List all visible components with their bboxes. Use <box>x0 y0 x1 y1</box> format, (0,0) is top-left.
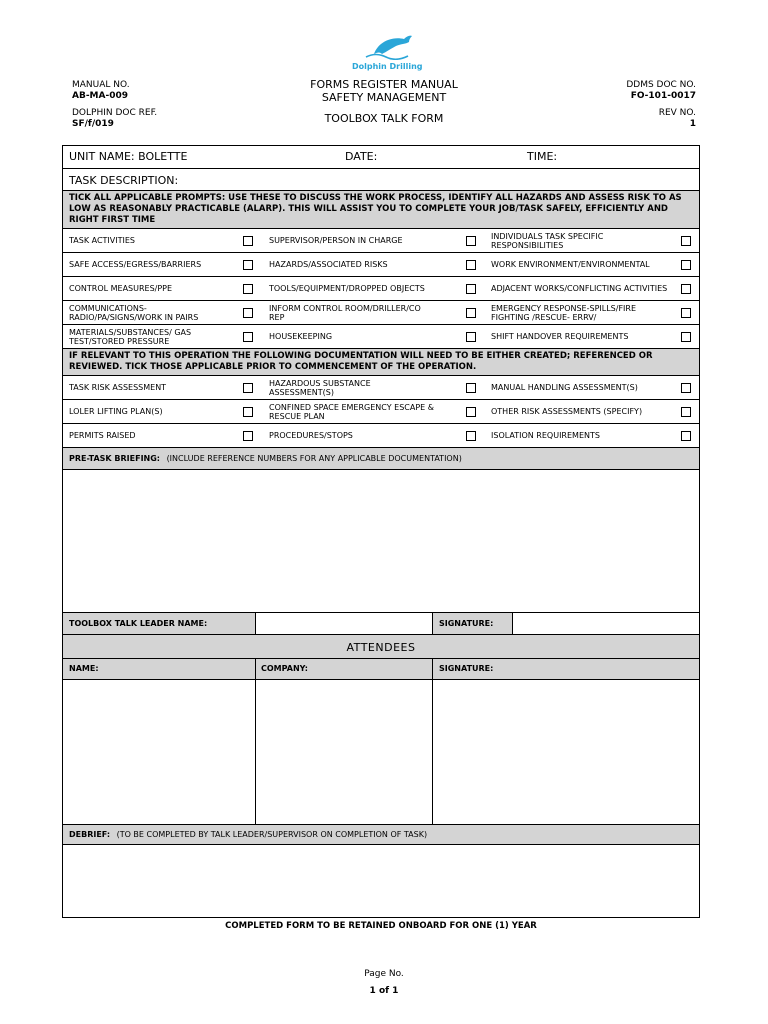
doc-checkbox[interactable] <box>681 431 691 441</box>
debrief-label: DEBRIEF: <box>69 830 111 839</box>
doc-label: LOLER LIFTING PLAN(S) <box>69 407 163 417</box>
attendees-entry-area <box>63 680 699 825</box>
doc-label: CONFINED SPACE EMERGENCY ESCAPE & RESCUE PLAN <box>269 402 435 421</box>
prompt-label: CONTROL MEASURES/PPE <box>69 284 173 294</box>
col-name: NAME: <box>69 664 99 673</box>
leader-name-label: TOOLBOX TALK LEADER NAME: <box>63 613 255 634</box>
attendees-columns <box>63 659 699 680</box>
prompt-label: MATERIALS/SUBSTANCES/ GAS TEST/STORED PRESSURE <box>69 327 192 346</box>
prompt-checkbox[interactable] <box>243 260 253 270</box>
company-logo <box>352 30 422 70</box>
manual-no-value: AB-MA-009 <box>72 91 129 101</box>
docs-banner: IF RELEVANT TO THIS OPERATION THE FOLLOWING DOCUMENTATION WILL NEED TO BE EITHER CREATED; REFERENCED OR REVIEWED. TICK THOSE APPLICABLE PRIOR TO COMMENCEMENT OF THE OPERATION. <box>63 349 699 376</box>
doc-checkbox[interactable] <box>243 407 253 417</box>
prompt-checkbox[interactable] <box>466 260 476 270</box>
doc-checkbox[interactable] <box>681 407 691 417</box>
unit-date-time-row <box>63 146 699 169</box>
prompt-checkbox[interactable] <box>681 236 691 246</box>
doc-label: PROCEDURES/STOPS <box>269 431 353 441</box>
doc-label: HAZARDOUS SUBSTANCE ASSESSMENT(S) <box>269 378 371 397</box>
doc-checkbox[interactable] <box>466 431 476 441</box>
prompt-label: COMMUNICATIONS-RADIO/PA/SIGNS/WORK IN PAIRS <box>69 303 199 322</box>
prompt-checkbox[interactable] <box>243 332 253 342</box>
attendees-title: ATTENDEES <box>346 641 416 654</box>
doc-row <box>63 424 699 448</box>
doc-label: TASK RISK ASSESSMENT <box>69 383 167 393</box>
manual-subtitle: SAFETY MANAGEMENT <box>321 91 447 104</box>
prompt-label: SHIFT HANDOVER REQUIREMENTS <box>491 332 629 342</box>
manual-title: FORMS REGISTER MANUAL <box>310 78 458 91</box>
debrief-note: (TO BE COMPLETED BY TALK LEADER/SUPERVISOR ON COMPLETION OF TASK) <box>116 830 428 839</box>
prompt-checkbox[interactable] <box>243 284 253 294</box>
doc-label: ISOLATION REQUIREMENTS <box>491 431 600 441</box>
leader-signature-label: SIGNATURE: <box>433 613 512 634</box>
task-description-row <box>63 169 699 191</box>
doc-checkbox[interactable] <box>243 431 253 441</box>
col-company: COMPANY: <box>261 664 308 673</box>
prompt-row <box>63 253 699 277</box>
leader-row <box>63 613 699 635</box>
rev-label: REV NO. <box>658 108 696 118</box>
doc-label: MANUAL HANDLING ASSESSMENT(S) <box>491 383 638 393</box>
ddms-label: DDMS DOC NO. <box>626 80 696 90</box>
attendees-header <box>63 635 699 659</box>
prompt-label: TOOLS/EQUIPMENT/DROPPED OBJECTS <box>269 284 425 294</box>
page-number-value: 1 of 1 <box>369 986 399 996</box>
retention-note: COMPLETED FORM TO BE RETAINED ONBOARD FOR ONE (1) YEAR <box>225 921 537 931</box>
prompt-checkbox[interactable] <box>681 284 691 294</box>
doc-checkbox[interactable] <box>681 383 691 393</box>
rev-value: 1 <box>689 119 696 129</box>
date-field[interactable]: DATE: <box>345 150 378 163</box>
prompt-label: WORK ENVIRONMENT/ENVIRONMENTAL <box>491 260 650 270</box>
prompt-checkbox[interactable] <box>466 332 476 342</box>
debrief-area[interactable] <box>63 845 699 917</box>
prompt-checkbox[interactable] <box>243 308 253 318</box>
prompt-label: HAZARDS/ASSOCIATED RISKS <box>269 260 388 270</box>
prompt-label: HOUSEKEEPING <box>269 332 333 342</box>
prompt-row <box>63 301 699 325</box>
doc-checkbox[interactable] <box>243 383 253 393</box>
dolphin-ref-label: DOLPHIN DOC REF. <box>72 108 158 118</box>
manual-no-label: MANUAL NO. <box>72 80 130 90</box>
prompts-banner: TICK ALL APPLICABLE PROMPTS: USE THESE TO DISCUSS THE WORK PROCESS, IDENTIFY ALL HAZARDS AND ASSESS RISK TO AS LOW AS REASONABLY PRACTICABLE (ALARP). THIS WILL ASSIST YOU TO COMPLETE YOUR JOB/TASK SAFELY, EFFICIENTLY AND RIGHT FIRST TIME <box>63 191 699 229</box>
prompt-checkbox[interactable] <box>681 308 691 318</box>
pretask-note: (INCLUDE REFERENCE NUMBERS FOR ANY APPLICABLE DOCUMENTATION) <box>166 454 462 463</box>
prompt-label: INFORM CONTROL ROOM/DRILLER/CO REP <box>269 303 421 322</box>
page-number-label: Page No. <box>364 969 404 979</box>
prompt-checkbox[interactable] <box>466 236 476 246</box>
doc-checkbox[interactable] <box>466 407 476 417</box>
attendee-name-column[interactable] <box>63 680 255 824</box>
prompt-label: SUPERVISOR/PERSON IN CHARGE <box>269 236 403 246</box>
toolbox-talk-form <box>62 145 700 918</box>
doc-label: OTHER RISK ASSESSMENTS (SPECIFY) <box>491 407 643 417</box>
time-field[interactable]: TIME: <box>527 150 558 163</box>
prompt-checkbox[interactable] <box>243 236 253 246</box>
pretask-briefing-header <box>63 448 699 470</box>
prompt-label: TASK ACTIVITIES <box>69 236 135 246</box>
leader-signature-field[interactable] <box>513 613 699 634</box>
prompt-checkbox[interactable] <box>466 308 476 318</box>
unit-name-field[interactable]: UNIT NAME: BOLETTE <box>69 150 188 163</box>
debrief-header <box>63 825 699 845</box>
prompt-row <box>63 277 699 301</box>
doc-checkbox[interactable] <box>466 383 476 393</box>
prompt-label: ADJACENT WORKS/CONFLICTING ACTIVITIES <box>491 284 668 294</box>
prompt-checkbox[interactable] <box>681 332 691 342</box>
dolphin-icon <box>352 30 422 60</box>
prompt-label: SAFE ACCESS/EGRESS/BARRIERS <box>69 260 202 270</box>
prompt-row <box>63 229 699 253</box>
prompt-checkbox[interactable] <box>466 284 476 294</box>
pretask-briefing-area[interactable] <box>63 470 699 613</box>
task-description-field[interactable]: TASK DESCRIPTION: <box>69 174 179 187</box>
prompt-row <box>63 325 699 349</box>
pretask-label: PRE-TASK BRIEFING: <box>69 454 161 463</box>
attendee-signature-column[interactable] <box>433 680 699 824</box>
dolphin-ref-value: SF/f/019 <box>72 119 114 129</box>
form-title: TOOLBOX TALK FORM <box>324 112 444 125</box>
doc-row <box>63 400 699 424</box>
prompt-label: INDIVIDUALS TASK SPECIFIC RESPONSIBILITIES <box>491 231 604 250</box>
ddms-value: FO-101-0017 <box>630 91 696 101</box>
doc-row <box>63 376 699 400</box>
prompt-label: EMERGENCY RESPONSE-SPILLS/FIRE FIGHTING /RESCUE- ERRV/ <box>491 303 637 322</box>
doc-label: PERMITS RAISED <box>69 431 136 441</box>
col-signature: SIGNATURE: <box>439 664 494 673</box>
prompt-checkbox[interactable] <box>681 260 691 270</box>
attendee-company-column[interactable] <box>256 680 432 824</box>
logo-text: Dolphin Drilling <box>352 62 423 71</box>
leader-name-field[interactable] <box>256 613 432 634</box>
